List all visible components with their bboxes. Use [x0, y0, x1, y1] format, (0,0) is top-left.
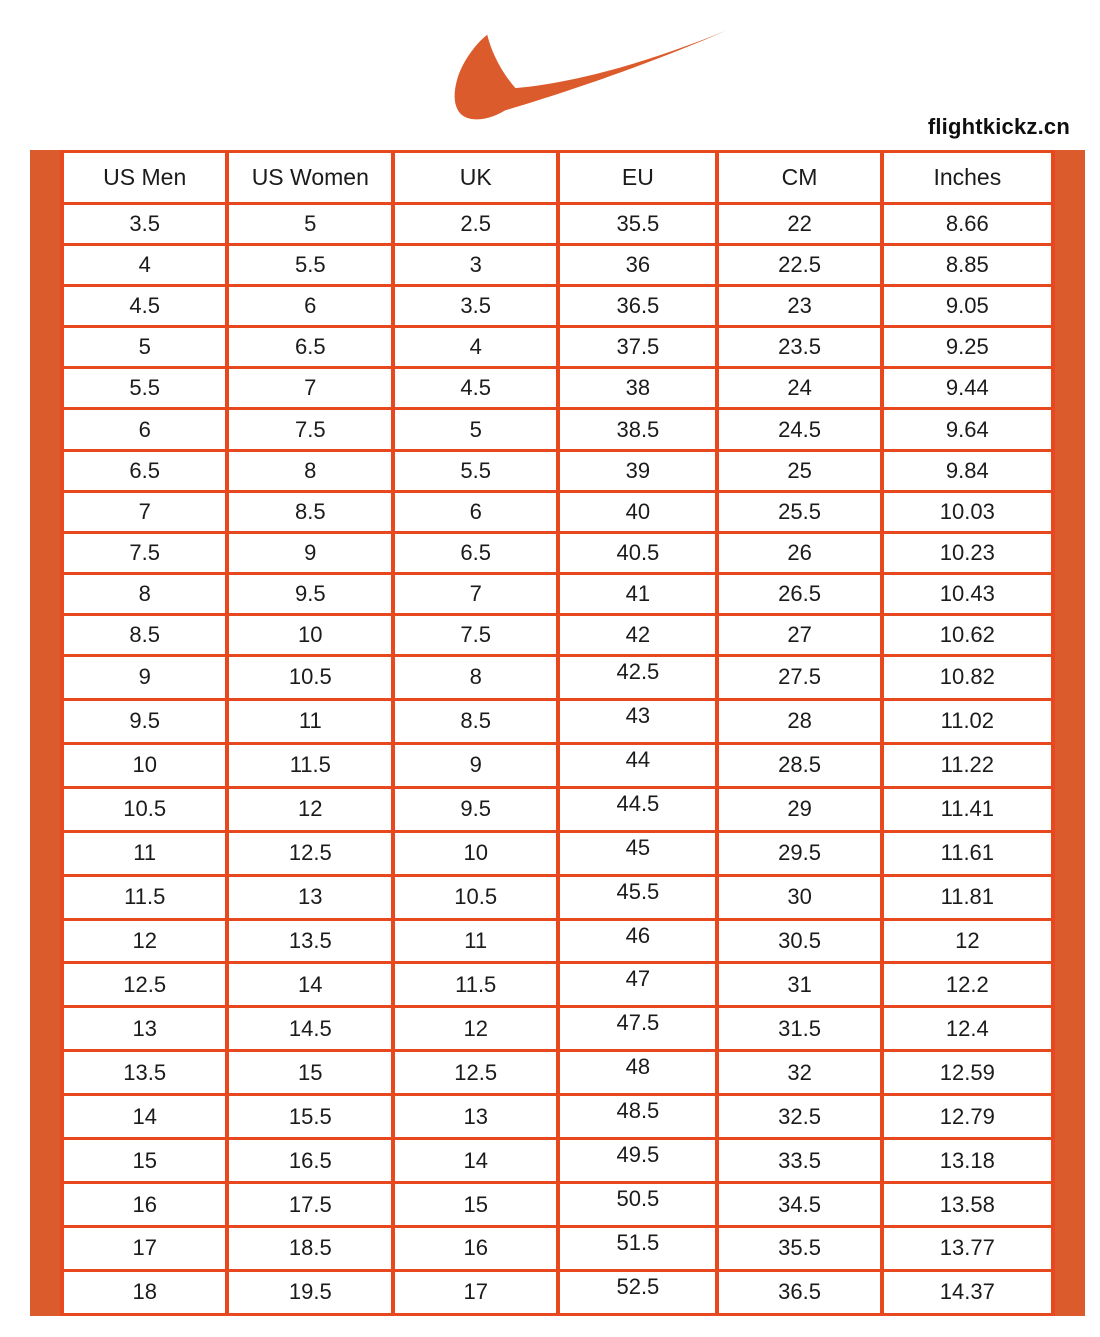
size-cell: 9.44: [882, 368, 1053, 409]
size-cell: 24: [717, 368, 881, 409]
size-cell: 41: [558, 573, 717, 614]
size-cell: 9.5: [227, 573, 393, 614]
size-cell: 45.5: [558, 875, 717, 919]
size-cell: 3: [393, 245, 558, 286]
size-cell: 30.5: [717, 919, 881, 963]
size-cell: 27.5: [717, 656, 881, 700]
size-row: [62, 491, 1053, 532]
size-cell: 46: [558, 919, 717, 963]
size-row: [62, 1227, 1053, 1271]
size-cell: 28.5: [717, 743, 881, 787]
size-cell: 3.5: [393, 286, 558, 327]
size-cell: 12: [227, 787, 393, 831]
size-cell: 42: [558, 614, 717, 655]
size-cell: 29.5: [717, 831, 881, 875]
size-chart-table: [60, 150, 1055, 1316]
size-cell: 9.25: [882, 327, 1053, 368]
size-cell: 13: [62, 1007, 227, 1051]
size-row: [62, 368, 1053, 409]
size-cell: 10.03: [882, 491, 1053, 532]
size-row: [62, 656, 1053, 700]
size-cell: 13.5: [227, 919, 393, 963]
size-cell: 40.5: [558, 532, 717, 573]
size-cell: 11.41: [882, 787, 1053, 831]
size-cell: 32: [717, 1051, 881, 1095]
nike-swoosh-icon: [453, 26, 727, 122]
size-row: [62, 532, 1053, 573]
nike-swoosh-logo: [453, 26, 727, 122]
size-cell: 4: [62, 245, 227, 286]
size-cell: 25.5: [717, 491, 881, 532]
size-cell: 10.5: [393, 875, 558, 919]
size-row: [62, 699, 1053, 743]
size-row: [62, 409, 1053, 450]
size-cell: 10: [227, 614, 393, 655]
size-cell: 8.85: [882, 245, 1053, 286]
size-cell: 8: [393, 656, 558, 700]
size-cell: 13.18: [882, 1139, 1053, 1183]
size-cell: 7: [393, 573, 558, 614]
size-cell: 12.5: [393, 1051, 558, 1095]
size-cell: 10.5: [62, 787, 227, 831]
size-row: [62, 787, 1053, 831]
size-cell: 38.5: [558, 409, 717, 450]
size-row: [62, 963, 1053, 1007]
size-cell: 31: [717, 963, 881, 1007]
size-cell: 10.82: [882, 656, 1053, 700]
size-cell: 8.5: [62, 614, 227, 655]
size-cell: 11: [393, 919, 558, 963]
size-cell: 17: [393, 1270, 558, 1314]
size-cell: 12.79: [882, 1095, 1053, 1139]
size-cell: 9: [227, 532, 393, 573]
size-row: [62, 1051, 1053, 1095]
size-cell: 10.62: [882, 614, 1053, 655]
size-cell: 17: [62, 1227, 227, 1271]
size-cell: 9.5: [62, 699, 227, 743]
size-cell: 16.5: [227, 1139, 393, 1183]
column-header-us-men: US Men: [62, 152, 227, 204]
size-cell: 48.5: [558, 1095, 717, 1139]
size-cell: 14.37: [882, 1270, 1053, 1314]
size-cell: 12.4: [882, 1007, 1053, 1051]
size-cell: 7: [62, 491, 227, 532]
column-header-uk: UK: [393, 152, 558, 204]
size-cell: 12: [393, 1007, 558, 1051]
size-cell: 25: [717, 450, 881, 491]
size-cell: 14.5: [227, 1007, 393, 1051]
size-row: [62, 204, 1053, 245]
header-row: [62, 152, 1053, 204]
size-cell: 16: [393, 1227, 558, 1271]
size-cell: 12.2: [882, 963, 1053, 1007]
size-cell: 9.5: [393, 787, 558, 831]
size-cell: 35.5: [558, 204, 717, 245]
size-cell: 50.5: [558, 1183, 717, 1227]
size-cell: 48: [558, 1051, 717, 1095]
size-cell: 11.81: [882, 875, 1053, 919]
size-cell: 27: [717, 614, 881, 655]
size-cell: 15: [62, 1139, 227, 1183]
size-cell: 17.5: [227, 1183, 393, 1227]
size-cell: 7.5: [227, 409, 393, 450]
size-row: [62, 919, 1053, 963]
size-cell: 13.5: [62, 1051, 227, 1095]
size-cell: 6: [62, 409, 227, 450]
size-table-head: [62, 152, 1053, 204]
size-cell: 12.5: [62, 963, 227, 1007]
size-cell: 5: [393, 409, 558, 450]
size-cell: 11.61: [882, 831, 1053, 875]
size-cell: 43: [558, 699, 717, 743]
size-cell: 32.5: [717, 1095, 881, 1139]
size-cell: 14: [62, 1095, 227, 1139]
size-cell: 9: [393, 743, 558, 787]
site-watermark: flightkickz.cn: [927, 114, 1070, 139]
size-row: [62, 1183, 1053, 1227]
size-row: [62, 1007, 1053, 1051]
size-row: [62, 1095, 1053, 1139]
size-cell: 7: [227, 368, 393, 409]
column-header-eu: EU: [558, 152, 717, 204]
size-cell: 11.5: [227, 743, 393, 787]
size-cell: 52.5: [558, 1270, 717, 1314]
left-accent-bar: [30, 150, 60, 1316]
size-row: [62, 286, 1053, 327]
size-cell: 9.05: [882, 286, 1053, 327]
size-cell: 4.5: [393, 368, 558, 409]
size-cell: 47: [558, 963, 717, 1007]
size-table-body: [62, 204, 1053, 1315]
size-cell: 33.5: [717, 1139, 881, 1183]
size-cell: 37.5: [558, 327, 717, 368]
size-row: [62, 327, 1053, 368]
size-cell: 31.5: [717, 1007, 881, 1051]
column-header-us-women: US Women: [227, 152, 393, 204]
column-header-cm: CM: [717, 152, 881, 204]
size-cell: 51.5: [558, 1227, 717, 1271]
size-cell: 26.5: [717, 573, 881, 614]
size-cell: 8: [62, 573, 227, 614]
size-cell: 44: [558, 743, 717, 787]
size-cell: 12: [882, 919, 1053, 963]
size-cell: 8.5: [393, 699, 558, 743]
size-cell: 13: [393, 1095, 558, 1139]
size-cell: 11: [227, 699, 393, 743]
size-cell: 26: [717, 532, 881, 573]
size-cell: 35.5: [717, 1227, 881, 1271]
size-cell: 5: [227, 204, 393, 245]
size-cell: 12.59: [882, 1051, 1053, 1095]
size-cell: 6.5: [227, 327, 393, 368]
size-cell: 29: [717, 787, 881, 831]
size-cell: 6: [393, 491, 558, 532]
size-cell: 6.5: [393, 532, 558, 573]
size-cell: 15: [227, 1051, 393, 1095]
column-header-inches: Inches: [882, 152, 1053, 204]
size-cell: 36.5: [717, 1270, 881, 1314]
size-cell: 8.5: [227, 491, 393, 532]
size-cell: 8: [227, 450, 393, 491]
size-row: [62, 573, 1053, 614]
size-cell: 13.58: [882, 1183, 1053, 1227]
size-cell: 38: [558, 368, 717, 409]
size-cell: 45: [558, 831, 717, 875]
size-cell: 11.22: [882, 743, 1053, 787]
size-cell: 30: [717, 875, 881, 919]
size-cell: 8.66: [882, 204, 1053, 245]
size-cell: 23: [717, 286, 881, 327]
size-cell: 9: [62, 656, 227, 700]
size-cell: 42.5: [558, 656, 717, 700]
size-cell: 23.5: [717, 327, 881, 368]
size-cell: 12.5: [227, 831, 393, 875]
size-cell: 16: [62, 1183, 227, 1227]
size-cell: 13: [227, 875, 393, 919]
size-cell: 5.5: [227, 245, 393, 286]
size-cell: 5.5: [62, 368, 227, 409]
size-cell: 5.5: [393, 450, 558, 491]
size-chart-frame: [30, 150, 1085, 1316]
size-cell: 4: [393, 327, 558, 368]
size-cell: 3.5: [62, 204, 227, 245]
size-cell: 19.5: [227, 1270, 393, 1314]
size-cell: 14: [393, 1139, 558, 1183]
size-cell: 14: [227, 963, 393, 1007]
size-cell: 49.5: [558, 1139, 717, 1183]
size-cell: 5: [62, 327, 227, 368]
size-cell: 2.5: [393, 204, 558, 245]
size-row: [62, 875, 1053, 919]
size-cell: 7.5: [62, 532, 227, 573]
size-cell: 44.5: [558, 787, 717, 831]
size-cell: 6: [227, 286, 393, 327]
size-cell: 10: [62, 743, 227, 787]
size-row: [62, 245, 1053, 286]
size-cell: 22.5: [717, 245, 881, 286]
size-row: [62, 450, 1053, 491]
size-cell: 15: [393, 1183, 558, 1227]
size-cell: 24.5: [717, 409, 881, 450]
size-cell: 11.02: [882, 699, 1053, 743]
size-cell: 28: [717, 699, 881, 743]
size-cell: 36.5: [558, 286, 717, 327]
size-row: [62, 1139, 1053, 1183]
size-cell: 36: [558, 245, 717, 286]
size-cell: 11: [62, 831, 227, 875]
size-row: [62, 831, 1053, 875]
size-cell: 10.23: [882, 532, 1053, 573]
size-cell: 39: [558, 450, 717, 491]
size-cell: 12: [62, 919, 227, 963]
size-cell: 10: [393, 831, 558, 875]
size-cell: 34.5: [717, 1183, 881, 1227]
right-accent-bar: [1055, 150, 1085, 1316]
size-cell: 13.77: [882, 1227, 1053, 1271]
size-row: [62, 614, 1053, 655]
size-row: [62, 1270, 1053, 1314]
size-cell: 9.64: [882, 409, 1053, 450]
size-cell: 11.5: [62, 875, 227, 919]
size-cell: 6.5: [62, 450, 227, 491]
size-cell: 9.84: [882, 450, 1053, 491]
size-cell: 18: [62, 1270, 227, 1314]
size-cell: 40: [558, 491, 717, 532]
size-cell: 22: [717, 204, 881, 245]
size-row: [62, 743, 1053, 787]
size-cell: 10.5: [227, 656, 393, 700]
size-cell: 4.5: [62, 286, 227, 327]
size-cell: 15.5: [227, 1095, 393, 1139]
size-cell: 7.5: [393, 614, 558, 655]
size-cell: 18.5: [227, 1227, 393, 1271]
size-cell: 47.5: [558, 1007, 717, 1051]
size-cell: 10.43: [882, 573, 1053, 614]
size-cell: 11.5: [393, 963, 558, 1007]
